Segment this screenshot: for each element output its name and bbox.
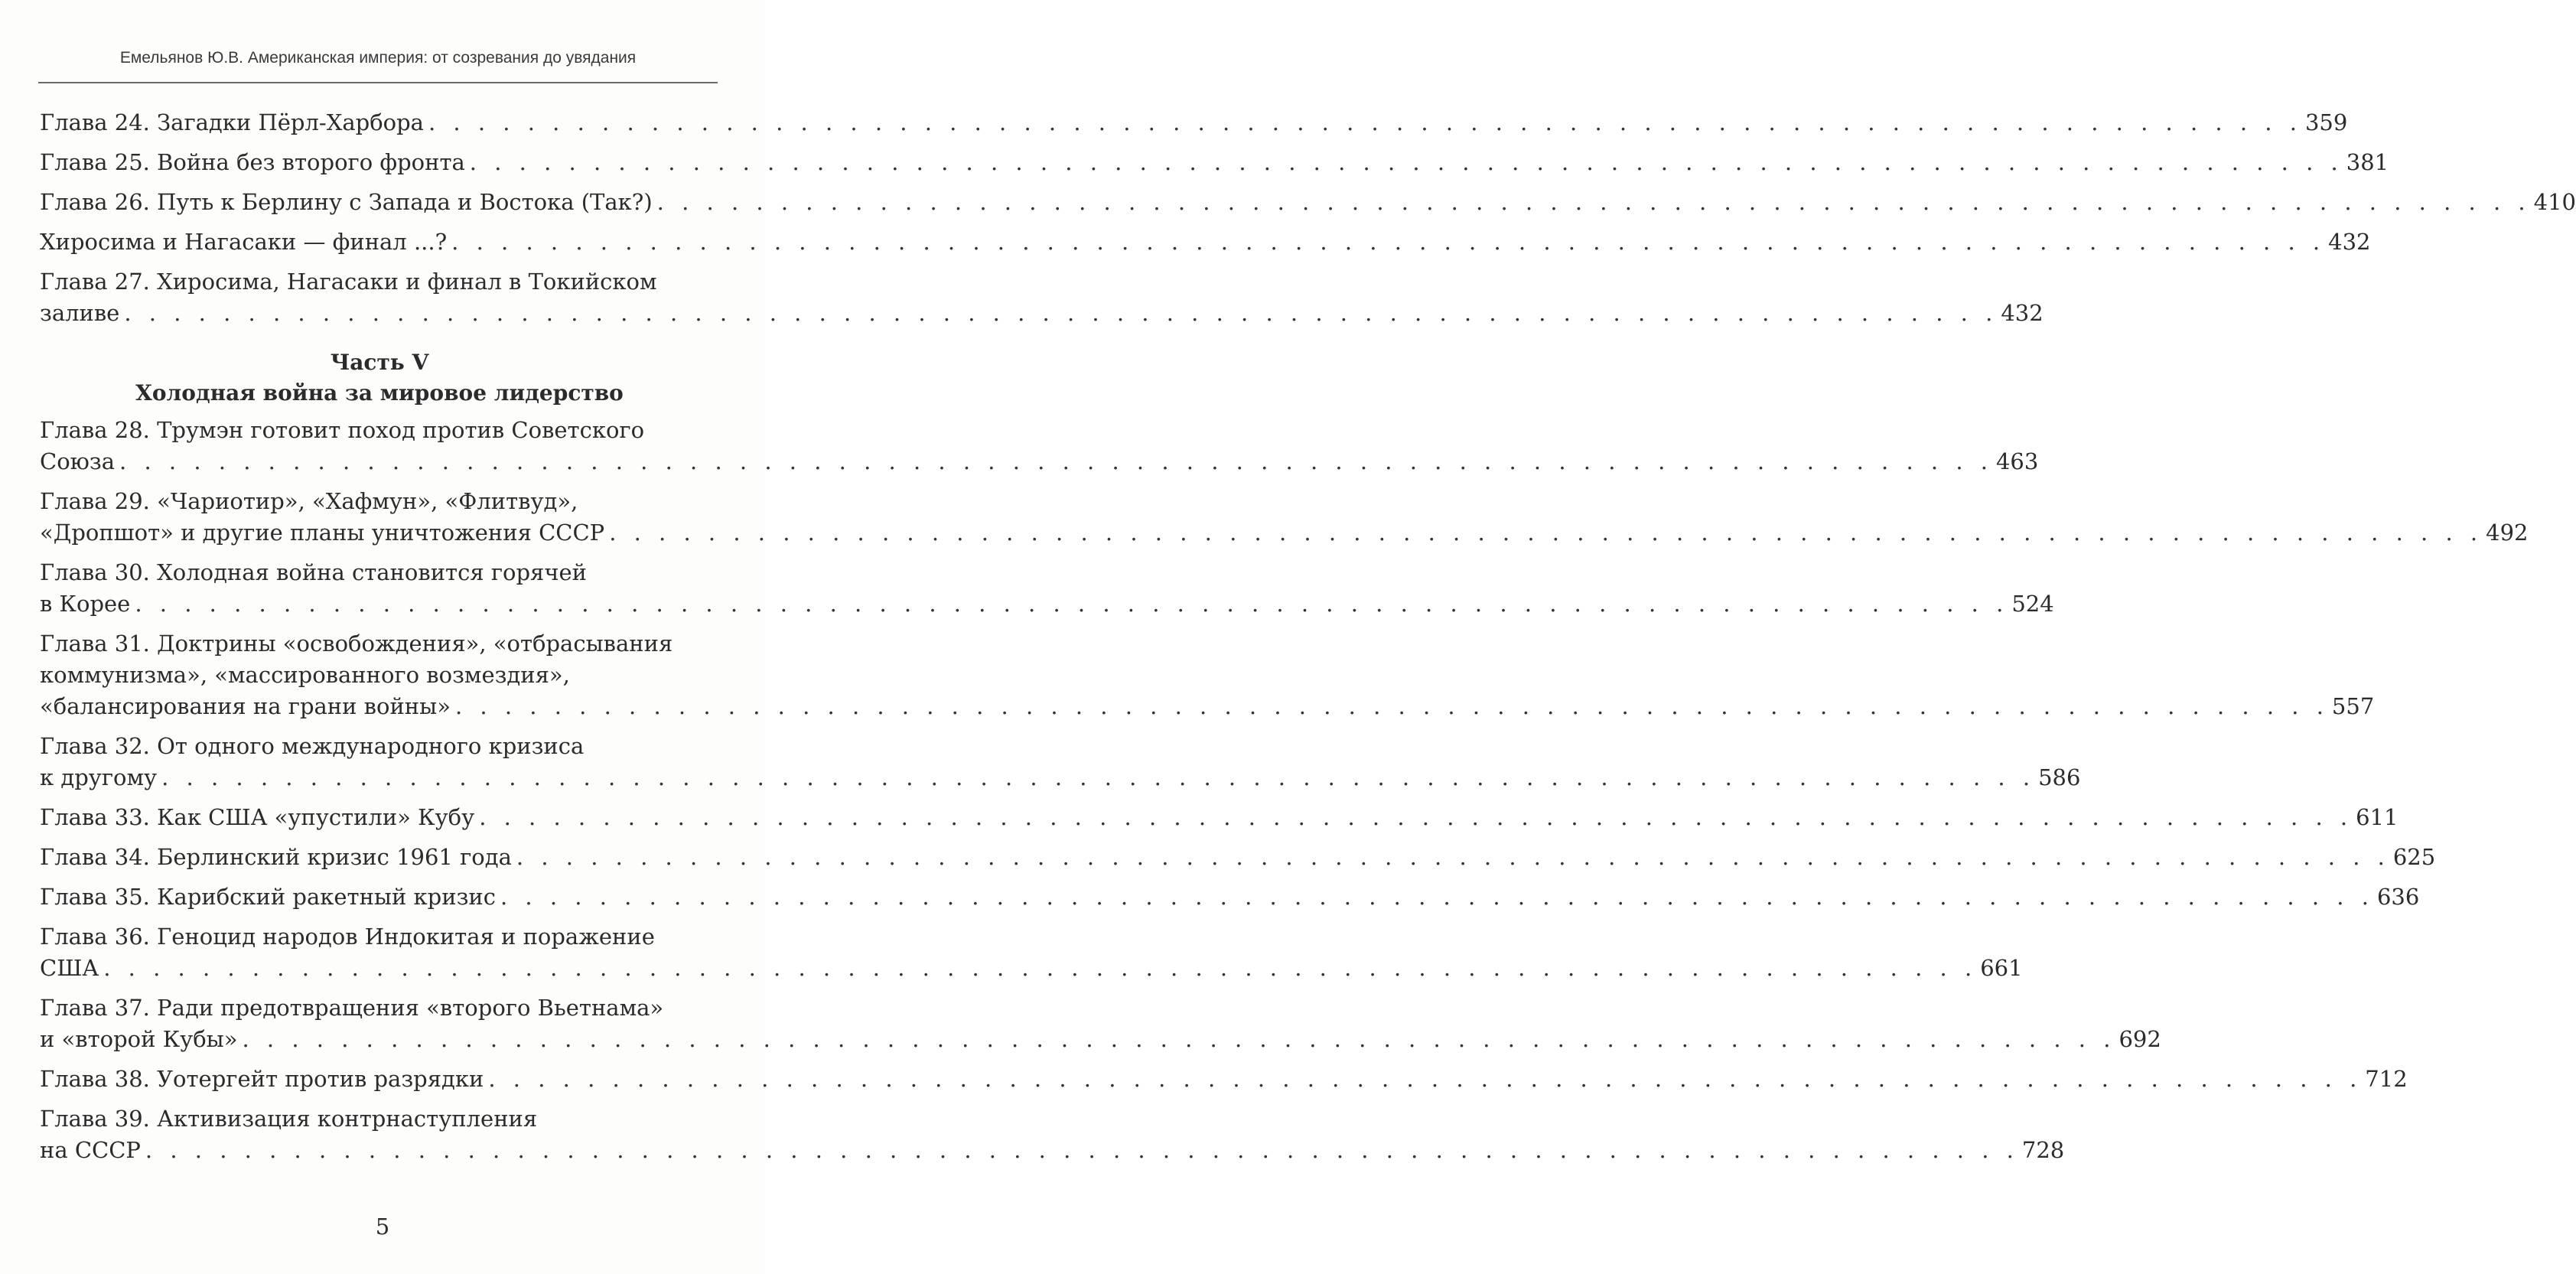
dot-leader: . . . . . . . . . . . . . . . . . . . . . . . . . . . . . . . . . . . . . . . . . . . . . . . . . . . . . . . . . . . . . . . . . . . . . . . . . . . . [488,1066,2363,1092]
dot-leader: . . . . . . . . . . . . . . . . . . . . . . . . . . . . . . . . . . . . . . . . . . . . . . . . . . . . . . . . . . . . . . . . . . . . . . . . . . . . [242,1026,2116,1052]
toc-entry-title: Глава 34. Берлинский кризис 1961 года [40,844,512,870]
toc-entry [40,226,2371,258]
toc-page-number: 492 [2486,520,2529,546]
toc-entry-final-line [40,1024,2161,1055]
toc-entry [40,628,2375,722]
toc-page-number: 432 [2001,300,2044,326]
toc-entry-final-line [40,881,2420,913]
toc-entry [40,802,2399,833]
toc-entry-final-line [40,147,2389,178]
toc-entry-final-line [40,1064,2408,1095]
page-number: 5 [375,1214,390,1240]
dot-leader: . . . . . . . . . . . . . . . . . . . . . . . . . . . . . . . . . . . . . . . . . . . . . . . . . . . . . . . . . . . . . . . . . . . . . . . . . . . . [656,189,2531,215]
toc-entry-line: коммунизма», «массированного возмездия», [40,662,570,688]
toc-entry-line: Глава 36. Геноцид народов Индокитая и поражение [40,924,655,950]
toc-entry-line: Глава 27. Хиросима, Нагасаки и финал в Токийском [40,269,657,295]
toc-entry-title: в Корее [40,591,131,617]
toc-entry [40,921,2023,984]
toc-page-number: 661 [1980,955,2023,981]
toc-entry-final-line [40,842,2436,873]
toc-page-number: 410 [2533,189,2576,215]
toc-entry-line: Глава 37. Ради предотвращения «второго Вьетнама» [40,995,664,1021]
toc-page-number: 557 [2331,693,2375,719]
toc-entry-final-line [40,446,2039,477]
toc-entry-line: Глава 29. «Чариотир», «Хафмун», «Флитвуд», [40,488,578,514]
dot-leader: . . . . . . . . . . . . . . . . . . . . . . . . . . . . . . . . . . . . . . . . . . . . . . . . . . . . . . . . . . . . . . . . . . . . . . . . . . . . [428,109,2302,135]
toc-entry-final-line [40,588,2054,620]
toc-page-number: 636 [2376,884,2420,910]
toc-page-number: 463 [1995,448,2039,474]
toc-page-number: 712 [2365,1066,2408,1092]
dot-leader: . . . . . . . . . . . . . . . . . . . . . . . . . . . . . . . . . . . . . . . . . . . . . . . . . . . . . . . . . . . . . . . . . . . . . . . . . . . . [451,229,2326,255]
toc-page-number: 359 [2304,109,2348,135]
toc-entry-title: к другому [40,764,158,790]
table-of-contents [40,107,2576,1175]
toc-entry-title: «балансирования на грани войны» [40,693,451,719]
toc-entry-title: Глава 35. Карибский ракетный кризис [40,884,496,910]
toc-entry [40,992,2161,1055]
dot-leader: . . . . . . . . . . . . . . . . . . . . . . . . . . . . . . . . . . . . . . . . . . . . . . . . . . . . . . . . . . . . . . . . . . . . . . . . . . . . [103,955,1978,981]
part-title: Холодная война за мировое лидерство [135,380,624,406]
toc-entry-title: Глава 25. Война без второго фронта [40,149,465,175]
toc-entry-line: Глава 30. Холодная война становится горячей [40,559,588,585]
toc-entry [40,881,2420,913]
toc-entry-title: и «второй Кубы» [40,1026,238,1052]
header-rule [38,82,718,83]
dot-leader: . . . . . . . . . . . . . . . . . . . . . . . . . . . . . . . . . . . . . . . . . . . . . . . . . . . . . . . . . . . . . . . . . . . . . . . . . . . . [119,448,1993,474]
part-number: Часть V [330,350,429,375]
toc-entry-title: Хиросима и Нагасаки — финал ...? [40,229,448,255]
toc-entry-line: Глава 39. Активизация контрнаступления [40,1106,538,1132]
toc-section-after [40,415,2529,1166]
toc-entry-title: Глава 24. Загадки Пёрл-Харбора [40,109,424,135]
dot-leader: . . . . . . . . . . . . . . . . . . . . . . . . . . . . . . . . . . . . . . . . . . . . . . . . . . . . . . . . . . . . . . . . . . . . . . . . . . . . [609,520,2483,546]
toc-entry [40,557,2054,620]
toc-entry [40,107,2348,138]
toc-section-before [40,107,2576,329]
toc-entry [40,1103,2065,1166]
dot-leader: . . . . . . . . . . . . . . . . . . . . . . . . . . . . . . . . . . . . . . . . . . . . . . . . . . . . . . . . . . . . . . . . . . . . . . . . . . . . [145,1137,2019,1163]
toc-entry [40,486,2529,549]
toc-entry-final-line [40,226,2371,258]
toc-entry-line: Глава 32. От одного международного кризиса [40,733,585,759]
toc-page-number: 728 [2021,1137,2065,1163]
toc-entry-title: на СССР [40,1137,141,1163]
dot-leader: . . . . . . . . . . . . . . . . . . . . . . . . . . . . . . . . . . . . . . . . . . . . . . . . . . . . . . . . . . . . . . . . . . . . . . . . . . . . [454,693,2329,719]
toc-entry-final-line [40,1135,2065,1166]
dot-leader: . . . . . . . . . . . . . . . . . . . . . . . . . . . . . . . . . . . . . . . . . . . . . . . . . . . . . . . . . . . . . . . . . . . . . . . . . . . . [124,300,1998,326]
toc-entry [40,147,2389,178]
toc-page-number: 586 [2038,764,2081,790]
toc-entry [40,1064,2408,1095]
toc-entry-final-line [40,107,2348,138]
toc-page-number: 625 [2392,844,2436,870]
part-heading [40,347,719,409]
toc-entry [40,266,2044,329]
toc-entry-final-line [40,298,2044,329]
toc-entry-title: Глава 33. Как США «упустили» Кубу [40,804,475,830]
dot-leader: . . . . . . . . . . . . . . . . . . . . . . . . . . . . . . . . . . . . . . . . . . . . . . . . . . . . . . . . . . . . . . . . . . . . . . . . . . . . [500,884,2374,910]
running-header: Емельянов Ю.В. Американская империя: от созревания до увядания [119,49,637,67]
toc-page-number: 432 [2328,229,2371,255]
toc-entry-final-line [40,187,2576,218]
toc-entry [40,187,2576,218]
dot-leader: . . . . . . . . . . . . . . . . . . . . . . . . . . . . . . . . . . . . . . . . . . . . . . . . . . . . . . . . . . . . . . . . . . . . . . . . . . . . [469,149,2343,175]
toc-entry [40,731,2081,793]
dot-leader: . . . . . . . . . . . . . . . . . . . . . . . . . . . . . . . . . . . . . . . . . . . . . . . . . . . . . . . . . . . . . . . . . . . . . . . . . . . . [135,591,2009,617]
toc-page-number: 692 [2118,1026,2161,1052]
toc-entry-title: Союза [40,448,116,474]
toc-entry-title: «Дропшот» и другие планы уничтожения СССР [40,520,605,546]
toc-page-number: 381 [2346,149,2389,175]
dot-leader: . . . . . . . . . . . . . . . . . . . . . . . . . . . . . . . . . . . . . . . . . . . . . . . . . . . . . . . . . . . . . . . . . . . . . . . . . . . . [479,804,2353,830]
toc-entry-title: Глава 26. Путь к Берлину с Запада и Востока (Так?) [40,189,653,215]
toc-entry-final-line [40,691,2375,722]
toc-entry-final-line [40,802,2399,833]
toc-entry-final-line [40,517,2529,549]
toc-entry-final-line [40,953,2023,984]
dot-leader: . . . . . . . . . . . . . . . . . . . . . . . . . . . . . . . . . . . . . . . . . . . . . . . . . . . . . . . . . . . . . . . . . . . . . . . . . . . . [516,844,2390,870]
toc-entry [40,415,2039,477]
toc-entry-title: США [40,955,99,981]
toc-entry-line: Глава 28. Трумэн готовит поход против Советского [40,417,645,443]
dot-leader: . . . . . . . . . . . . . . . . . . . . . . . . . . . . . . . . . . . . . . . . . . . . . . . . . . . . . . . . . . . . . . . . . . . . . . . . . . . . [161,764,2036,790]
toc-entry-title: заливе [40,300,120,326]
toc-entry [40,842,2436,873]
toc-entry-title: Глава 38. Уотергейт против разрядки [40,1066,484,1092]
toc-entry-final-line [40,762,2081,793]
toc-entry-line: Глава 31. Доктрины «освобождения», «отбрасывания [40,630,673,657]
toc-page-number: 524 [2011,591,2054,617]
toc-page-number: 611 [2356,804,2399,830]
